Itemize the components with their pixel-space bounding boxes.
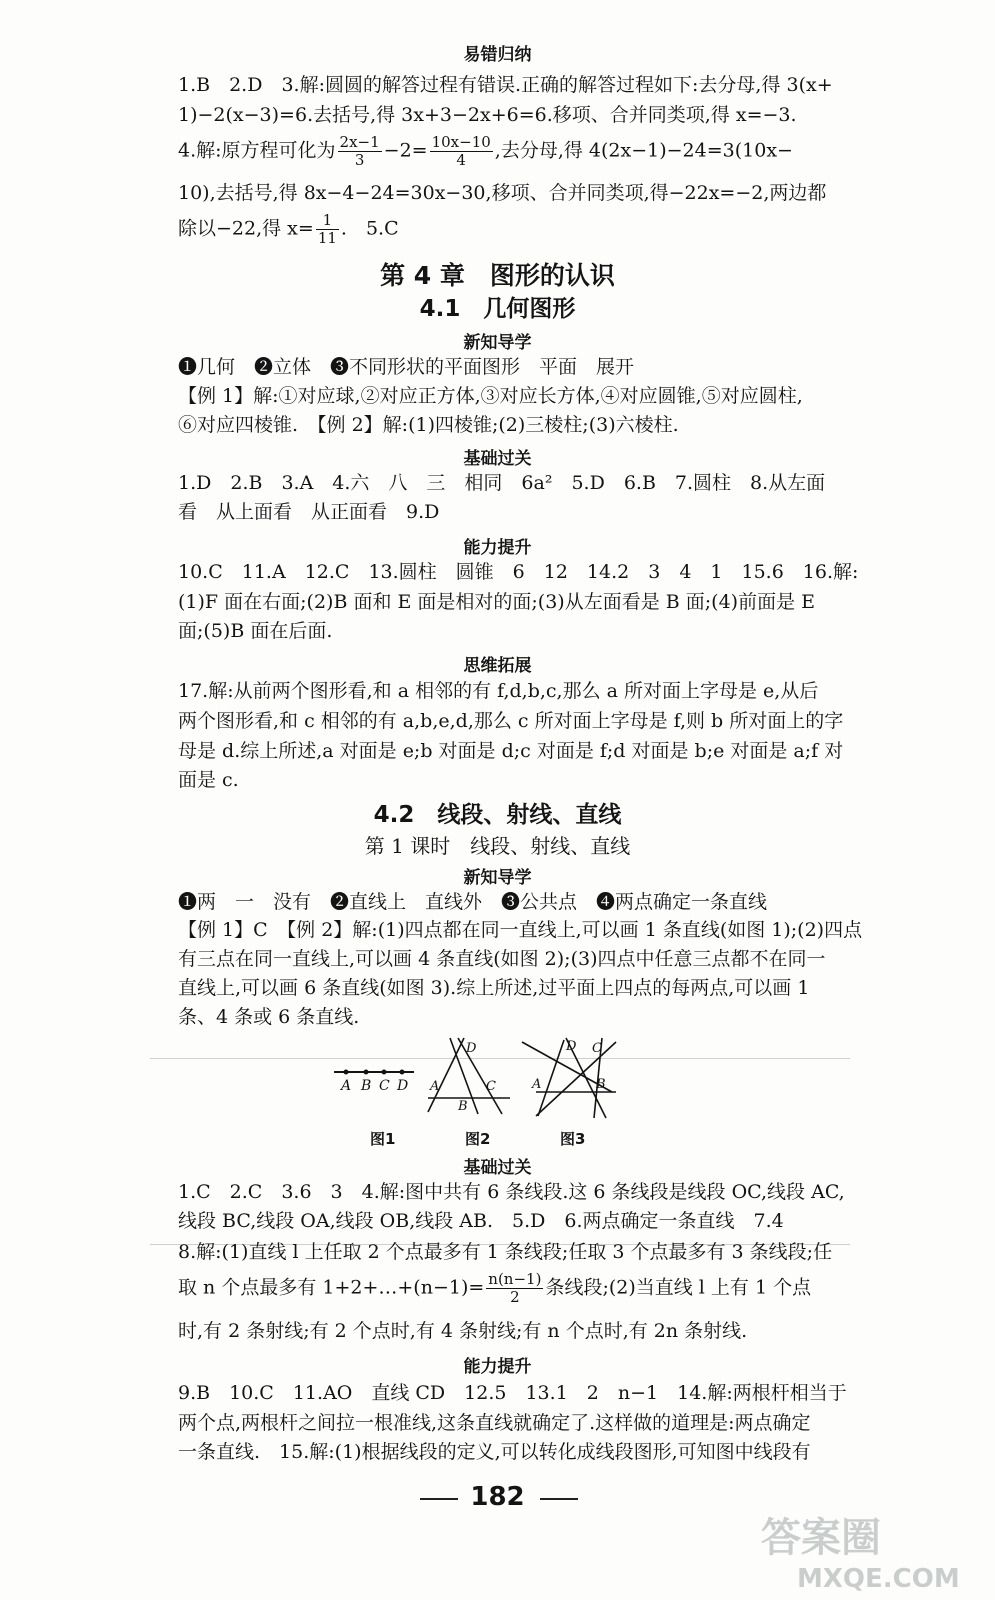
text-line-fraction	[178, 134, 793, 169]
point-dot	[400, 1070, 405, 1075]
text-line: 时,有 2 条射线;有 2 个点时,有 4 条射线;有 n 个点时,有 2n 条射线.	[178, 1320, 748, 1342]
fraction-numerator: 1	[316, 212, 339, 230]
text-line: 两个点,两根杆之间拉一根准线,这条直线就确定了.这样做的道理是:两点确定	[178, 1412, 811, 1434]
text-line: 一条直线. 15.解:(1)根据线段的定义,可以转化成线段图形,可知图中线段有	[178, 1441, 811, 1463]
text-line: 面;(5)B 面在后面.	[178, 620, 333, 642]
figure-caption: 图2	[465, 1130, 491, 1148]
point-label: C	[379, 1078, 390, 1094]
fraction-denominator: 2	[510, 1288, 520, 1306]
figure-group	[330, 1032, 630, 1132]
fraction	[486, 1271, 543, 1306]
page-number: 182	[470, 1482, 525, 1512]
text-segment: 取 n 个点最多有 1+2+…+(n−1)=	[178, 1276, 485, 1299]
point-label: B	[596, 1077, 606, 1092]
page-number-dash	[540, 1498, 578, 1500]
text-segment: −2=	[383, 139, 428, 162]
point-dot	[382, 1070, 387, 1075]
point-label: B	[361, 1078, 372, 1094]
text-line: 条、4 条或 6 条直线.	[178, 1006, 360, 1028]
heading-xinzhi: 新知导学	[463, 868, 532, 888]
point-label: B	[458, 1099, 468, 1114]
text-segment: 4.解:原方程可化为	[178, 139, 336, 162]
watermark-logo	[757, 1505, 987, 1595]
text-line: 1)−2(x−3)=6.去括号,得 3x+3−2x+6=6.移项、合并同类项,得 x=−3.	[178, 104, 797, 126]
watermark-text: 答案圈	[761, 1515, 881, 1561]
heading-jichu: 基础过关	[463, 449, 532, 469]
line-da	[538, 1040, 564, 1116]
point-label: A	[532, 1077, 542, 1092]
heading-nengli: 能力提升	[463, 1357, 532, 1377]
fraction-denominator: 4	[456, 151, 466, 169]
heading-jichu: 基础过关	[463, 1158, 532, 1178]
text-line: ❶几何 ❷立体 ❸不同形状的平面图形 平面 展开	[178, 356, 635, 378]
point-dot	[364, 1070, 369, 1075]
text-line: 线段 BC,线段 OA,线段 OB,线段 AB. 5.D 6.两点确定一条直线 7.4	[178, 1210, 784, 1232]
text-line: 母是 d.综上所述,a 对面是 e;b 对面是 d;c 对面是 f;d 对面是 b;e 对面是 a;f 对	[178, 740, 844, 762]
text-line: 10),去括号,得 8x−4−24=30x−30,移项、合并同类项,得−22x=−2,两边都	[178, 182, 827, 204]
text-line: 【例 1】解:①对应球,②对应正方体,③对应长方体,④对应圆锥,⑤对应圆柱,	[178, 385, 803, 407]
lesson-title: 第 1 课时 线段、射线、直线	[364, 834, 631, 858]
point-dot	[344, 1070, 349, 1075]
point-label: C	[486, 1079, 496, 1094]
text-line: 1.D 2.B 3.A 4.六 八 三 相同 6a² 5.D 6.B 7.圆柱 8.从左面	[178, 472, 826, 494]
fraction-numerator: n(n−1)	[488, 1270, 542, 1288]
text-line: 直线上,可以画 6 条直线(如图 3).综上所述,过平面上四点的每两点,可以画 1	[178, 977, 810, 999]
text-line: 【例 1】C 【例 2】解:(1)四点都在同一直线上,可以画 1 条直线(如图 1);(2)四点	[178, 919, 863, 941]
point-label: A	[430, 1079, 440, 1094]
text-line: 17.解:从前两个图形看,和 a 相邻的有 f,d,b,c,那么 a 所对面上字母是 e,从后	[178, 680, 819, 702]
figure-caption: 图1	[370, 1130, 396, 1148]
point-label: D	[566, 1039, 577, 1054]
text-segment: . 5.C	[340, 217, 399, 240]
text-line: 1.C 2.C 3.6 3 4.解:图中共有 6 条线段.这 6 条线段是线段 OC,线段 AC,	[178, 1181, 845, 1203]
text-line: 9.B 10.C 11.AO 直线 CD 12.5 13.1 2 n−1 14.解:两根杆相当于	[178, 1382, 847, 1404]
heading-siwei: 思维拓展	[463, 656, 532, 676]
point-label: A	[341, 1078, 352, 1094]
point-label: C	[592, 1041, 602, 1056]
heading-nengli: 能力提升	[463, 538, 532, 558]
text-segment: 条线段;(2)当直线 l 上有 1 个点	[545, 1276, 812, 1299]
text-line: ❶两 一 没有 ❷直线上 直线外 ❸公共点 ❹两点确定一条直线	[178, 891, 768, 913]
text-segment: 除以−22,得 x=	[178, 217, 314, 240]
text-line: 1.B 2.D 3.解:圆圆的解答过程有错误.正确的解答过程如下:去分母,得 3(x+	[178, 74, 833, 96]
section-title: 4.2 线段、射线、直线	[373, 802, 622, 828]
text-line: ⑥对应四棱锥. 【例 2】解:(1)四棱锥;(2)三棱柱;(3)六棱柱.	[178, 414, 679, 436]
text-line: 面是 c.	[178, 769, 239, 791]
text-line: 10.C 11.A 12.C 13.圆柱 圆锥 6 12 14.2 3 4 1 15.6 16.解:	[178, 561, 859, 583]
text-line: 有三点在同一直线上,可以画 4 条直线(如图 2);(3)四点中任意三点都不在同一	[178, 948, 826, 970]
fraction	[338, 134, 382, 169]
chapter-title: 第 4 章 图形的认识	[380, 261, 615, 290]
text-line: (1)F 面在右面;(2)B 面和 E 面是相对的面;(3)从左面看是 B 面;(4)前面是 E	[178, 591, 815, 613]
text-line: 看 从上面看 从正面看 9.D	[178, 501, 440, 523]
figure-caption: 图3	[560, 1130, 586, 1148]
text-line: 两个图形看,和 c 相邻的有 a,b,e,d,那么 c 所对面上字母是 f,则 b 所对面上的字	[178, 710, 844, 732]
fraction-numerator: 10x−10	[431, 133, 491, 151]
fraction-denominator: 3	[354, 151, 365, 169]
fraction	[430, 134, 493, 169]
section-title: 4.1 几何图形	[419, 296, 576, 322]
text-line: 8.解:(1)直线 l 上任取 2 个点最多有 1 条线段;任取 3 个点最多有 3 条线段;任	[178, 1241, 833, 1263]
text-segment: ,去分母,得 4(2x−1)−24=3(10x−	[494, 139, 793, 162]
heading-yicuo: 易错归纳	[463, 45, 532, 65]
text-line-fraction	[178, 212, 399, 247]
fraction	[316, 212, 339, 247]
watermark-url: MXQE.COM	[797, 1564, 960, 1594]
point-label: D	[466, 1041, 477, 1056]
text-line-fraction	[178, 1271, 811, 1306]
fraction-denominator: 11	[317, 229, 337, 247]
fraction-numerator: 2x−1	[339, 133, 380, 151]
heading-xinzhi: 新知导学	[463, 333, 532, 353]
point-label: D	[397, 1078, 409, 1094]
